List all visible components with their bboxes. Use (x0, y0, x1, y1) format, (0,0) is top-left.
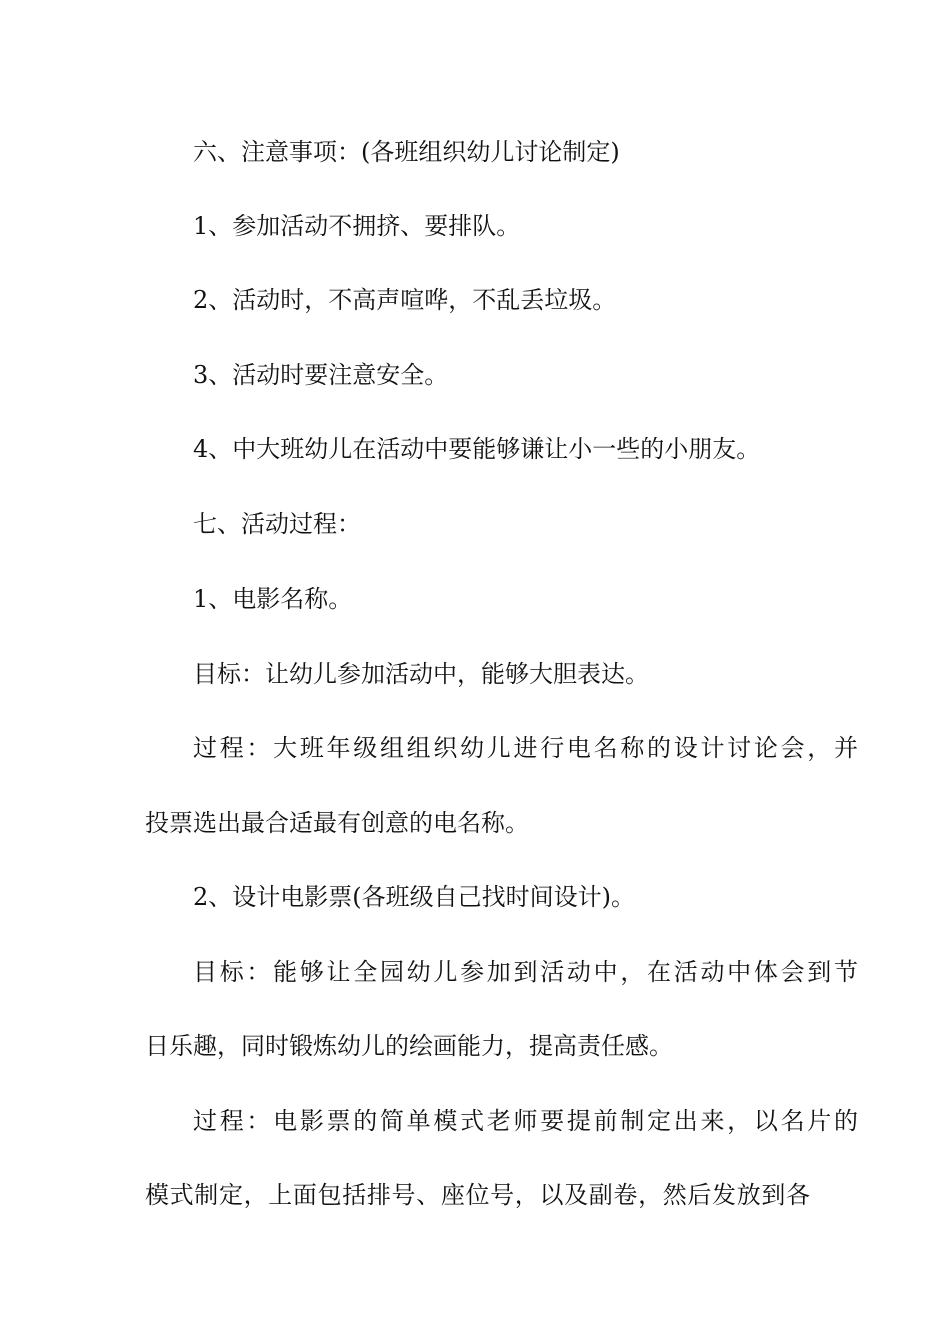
paragraph-line: 1、电影名称。 (193, 585, 353, 613)
section-heading-process: 七、活动过程： (193, 510, 361, 538)
paragraph-line: 过程：电影票的简单模式老师要提前制定出来，以名片的 (193, 1107, 858, 1135)
paragraph-line: 1、参加活动不拥挤、要排队。 (193, 212, 521, 240)
paragraph-line: 2、活动时，不高声喧哗，不乱丢垃圾。 (193, 286, 617, 314)
paragraph-line: 日乐趣，同时锻炼幼儿的绘画能力，提高责任感。 (145, 1032, 673, 1060)
paragraph-line: 投票选出最合适最有创意的电名称。 (145, 809, 529, 837)
paragraph-line: 目标：能够让全园幼儿参加到活动中，在活动中体会到节 (193, 958, 858, 986)
paragraph-line: 目标：让幼儿参加活动中，能够大胆表达。 (193, 660, 649, 688)
paragraph-line: 过程：大班年级组组织幼儿进行电名称的设计讨论会，并 (193, 734, 858, 762)
paragraph-line: 2、设计电影票(各班级自己找时间设计)。 (193, 883, 635, 911)
section-heading-precautions: 六、注意事项：(各班组织幼儿讨论制定) (193, 138, 620, 166)
paragraph-line: 模式制定，上面包括排号、座位号，以及副卷，然后发放到各 (145, 1181, 810, 1209)
paragraph-line: 4、中大班幼儿在活动中要能够谦让小一些的小朋友。 (193, 435, 761, 463)
paragraph-line: 3、活动时要注意安全。 (193, 361, 449, 389)
